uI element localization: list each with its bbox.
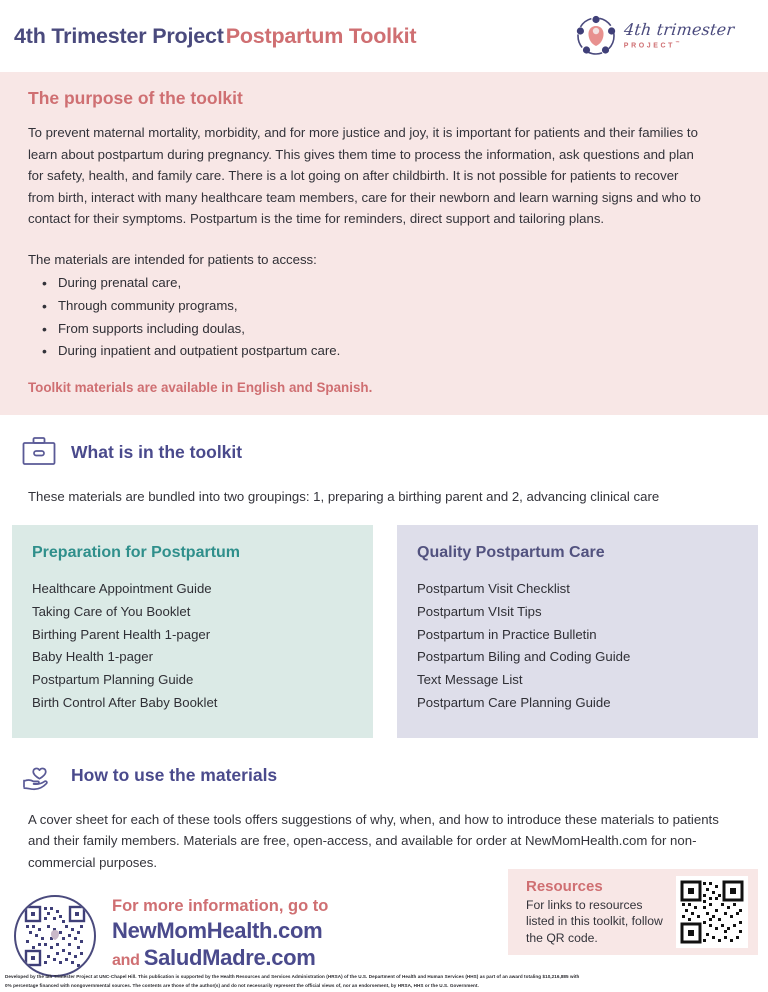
circle-of-figures-logo-icon [574, 14, 618, 58]
card-item-list [417, 578, 738, 714]
list-item: Postpartum Visit Checklist [417, 581, 570, 597]
cta-url-newmomhealth[interactable]: NewMomHealth.com [112, 917, 323, 943]
page-title-primary: 4th Trimester Project [14, 23, 224, 48]
toolkit-section-title: What is in the toolkit [71, 441, 243, 462]
list-item: Taking Care of You Booklet [32, 603, 191, 619]
fineprint-line-1: Developed by the 4th Trimester Project at UNC-Chapel Hill. This publication is supported by the Health Resources and Services Administration (HRSA) of the U.S. Department of Health and Human Services (HHS) as part of an award totaling $10,216,885 with [5, 974, 580, 980]
how-to-use-section-header [20, 756, 744, 794]
how-to-use-section-body: A cover sheet for each of these tools offers suggestions of why, when, and how to introduce these materials to patients and their family members. Materials are free, open-access, and available for order at NewMomHealth.com for non-commercial purposes. [28, 812, 719, 870]
toolkit-section [0, 433, 768, 507]
card-quality-postpartum-care [397, 525, 758, 738]
circular-qr-code-icon[interactable] [14, 895, 96, 977]
card-title: Preparation for Postpartum [32, 544, 241, 562]
purpose-heading: The purpose of the toolkit [28, 88, 243, 108]
purpose-bullet-list [28, 272, 744, 363]
card-preparation-for-postpartum [12, 525, 373, 738]
purpose-paragraph: To prevent maternal mortality, morbidity, and for more justice and joy, it is important for patients and their families to learn about postpartum during pregnancy. This gives them time to process the information, ask questions and plan for safety, health, and family care. There is a lot going on after childbirth. It is not possible for patients to recover from birth, interact with many healthcare team members, care for their newborn and learn warning signs and who to contact for their symptoms. Postpartum is the time for reminders, direct support and tailoring plans. [28, 125, 701, 227]
list-item: Postpartum Biling and Coding Guide [417, 649, 631, 665]
how-to-use-section-title: How to use the materials [71, 764, 278, 785]
hand-holding-heart-icon [20, 756, 58, 794]
cta-url-row-saludmadre [112, 944, 328, 972]
resources-box [508, 869, 758, 955]
toolkit-cards [0, 525, 768, 738]
resources-body: For links to resources listed in this toolkit, follow the QR code. [526, 898, 663, 945]
brand-logo-subtext: PROJECT™ [623, 40, 680, 50]
cta-text-block [112, 891, 328, 972]
cta-prompt: For more information, go to [112, 896, 329, 915]
legal-fineprint [5, 973, 763, 991]
page-title-secondary: Postpartum Toolkit [225, 23, 417, 48]
list-item: Postpartum in Practice Bulletin [417, 626, 597, 642]
card-item-list [32, 578, 353, 714]
resources-title: Resources [526, 878, 603, 896]
list-item: • During prenatal care, [28, 272, 744, 295]
purpose-panel [0, 72, 768, 415]
list-item: Postpartum VIsit Tips [417, 603, 542, 619]
page-header [0, 0, 768, 72]
brand-logo-script: 4th trimester [622, 20, 736, 40]
list-item: Postpartum Planning Guide [32, 671, 194, 687]
brand-logo [574, 14, 734, 58]
list-item: • Through community programs, [28, 295, 744, 318]
toolkit-section-header [20, 433, 744, 471]
qr-code-icon[interactable] [676, 876, 748, 948]
cta-url-saludmadre[interactable]: SaludMadre.com [143, 945, 316, 971]
resources-text-block [526, 878, 664, 945]
list-item: Postpartum Care Planning Guide [417, 694, 611, 710]
fineprint-line-2: 0% percentage financed with nongovernmental sources. The contents are those of the author(s) and do not necessarily represent the official views of, nor an endorsement, by HRSA, HHS or the U.S. Government. [5, 983, 479, 989]
purpose-intro-text: The materials are intended for patients to access: [28, 251, 317, 267]
purpose-language-note: Toolkit materials are available in English and Spanish. [28, 379, 373, 395]
list-item: • From supports including doulas, [28, 318, 744, 341]
list-item: Birth Control After Baby Booklet [32, 694, 218, 710]
list-item: Text Message List [417, 671, 523, 687]
brand-logo-text [624, 22, 734, 49]
list-item: Baby Health 1-pager [32, 649, 153, 665]
list-item: Birthing Parent Health 1-pager [32, 626, 211, 642]
how-to-use-section [0, 756, 768, 872]
circular-qr-code-graphic [16, 897, 94, 975]
cta-and-word: and [112, 952, 140, 970]
toolkit-section-body: These materials are bundled into two groupings: 1, preparing a birthing parent and 2, advancing clinical care [28, 489, 660, 504]
page-title [14, 24, 416, 49]
card-title: Quality Postpartum Care [417, 544, 605, 562]
briefcase-icon [20, 433, 58, 471]
list-item: • During inpatient and outpatient postpartum care. [28, 340, 744, 363]
list-item: Healthcare Appointment Guide [32, 581, 212, 597]
